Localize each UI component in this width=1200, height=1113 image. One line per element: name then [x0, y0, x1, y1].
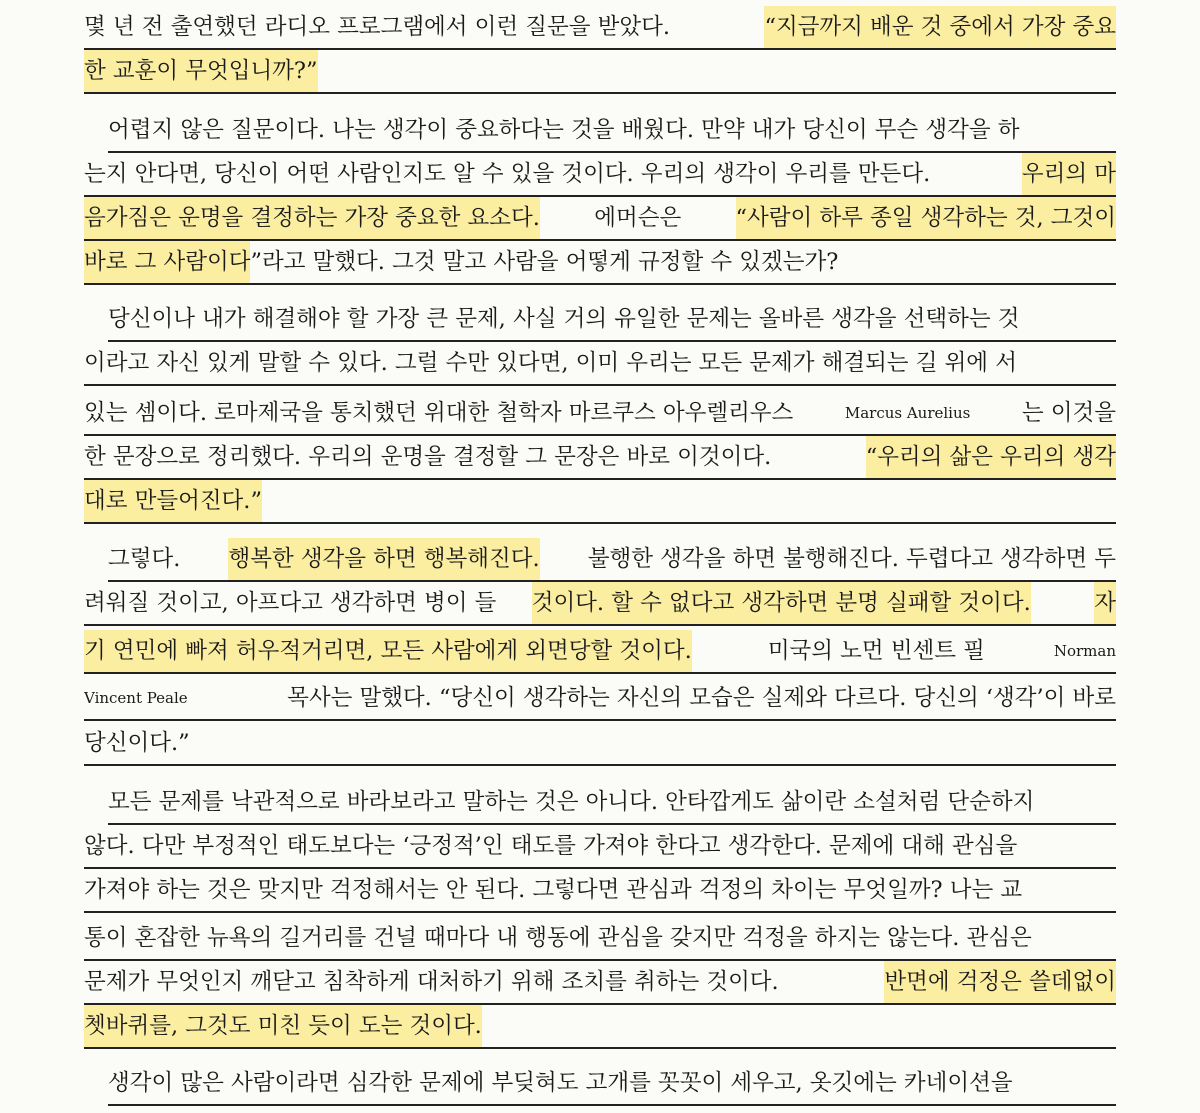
- text-segment: 려워질 것이고, 아프다고 생각하면 병이 들: [84, 590, 504, 616]
- text-segment: [1059, 582, 1066, 625]
- text-segment: 당신이다.”: [84, 730, 190, 756]
- text-segment: 통이 혼잡한 뉴욕의 길거리를 건널 때마다 내 행동에 관심을 갖지만 걱정을 하지는 않는다. 관심은: [84, 925, 1032, 951]
- latin-name: Vincent Peale: [84, 689, 188, 707]
- text-segment: 있는 셈이다. 로마제국을 통치했던 위대한 철학자 마르쿠스 아우렐리우스: [84, 400, 794, 426]
- text-segment: 한 문장으로 정리했다. 우리의 운명을 결정할 그 문장은 바로 이것이다.: [84, 444, 779, 470]
- highlighted-text: “지금까지 배운 것 중에서 가장 중요: [764, 6, 1116, 49]
- text-line: [84, 825, 1116, 869]
- text-segment: 미국의 노먼 빈센트 필: [760, 638, 985, 664]
- text-segment: ”라고 말했다. 그것 말고 사람을 어떻게 규정할 수 있겠는가?: [250, 249, 839, 275]
- text-line: [84, 6, 1116, 50]
- highlighted-text: 기 연민에 빠져 허우적거리면, 모든 사람에게 외면당할 것이다.: [84, 630, 692, 673]
- text-segment: 어렵지 않은 질문이다. 나는 생각이 중요하다는 것을 배웠다. 만약 내가 당신이 무슨 생각을 하: [108, 117, 1020, 143]
- text-line: [84, 677, 1116, 721]
- text-segment: 않다. 다만 부정적인 태도보다는 ‘긍정적’인 태도를 가져야 한다고 생각한다. 문제에 대해 관심을: [84, 833, 1018, 859]
- text-line: [84, 436, 1116, 480]
- highlighted-text: “사람이 하루 종일 생각하는 것, 그것이: [736, 197, 1116, 240]
- text-segment: 목사는 말했다. “당신이 생각하는 자신의 모습은 실제와 다르다. 당신의 ‘생각’이 바로: [287, 685, 1116, 711]
- text-segment: 몇 년 전 출연했던 라디오 프로그램에서 이런 질문을 받았다.: [84, 14, 678, 40]
- text-line: [84, 241, 1116, 285]
- text-line: [84, 1005, 1116, 1049]
- text-segment: 는지 안다면, 당신이 어떤 사람인지도 알 수 있을 것이다. 우리의 생각이 우리를 만든다.: [84, 161, 938, 187]
- text-segment: 문제가 무엇인지 깨닫고 침착하게 대처하기 위해 조치를 취하는 것이다.: [84, 969, 786, 995]
- text-line: [84, 582, 1116, 626]
- text-segment: 당신이나 내가 해결해야 할 가장 큰 문제, 사실 거의 유일한 문제는 올바른 생각을 선택하는 것: [108, 306, 1020, 332]
- text-segment: 모든 문제를 낙관적으로 바라보라고 말하는 것은 아니다. 안타깝게도 삶이란 소설처럼 단순하지: [108, 789, 1035, 815]
- text-segment: 가져야 하는 것은 맞지만 걱정해서는 안 된다. 그렇다면 관심과 걱정의 차이는 무엇일까? 나는 교: [84, 877, 1023, 903]
- text-line: [84, 342, 1116, 386]
- highlighted-text: 한 교훈이 무엇입니까?”: [84, 50, 318, 93]
- text-line: [108, 298, 1116, 342]
- highlighted-text: 행복한 생각을 하면 행복해진다.: [228, 538, 539, 581]
- highlighted-text: 반면에 걱정은 쓸데없이: [884, 961, 1116, 1004]
- text-line: [84, 961, 1116, 1005]
- text-line: [108, 1062, 1116, 1106]
- text-line: [84, 869, 1116, 913]
- text-segment: 는 이것을: [1021, 400, 1116, 426]
- latin-name: Norman: [1053, 642, 1116, 660]
- text-line: [84, 722, 1116, 766]
- text-line: [84, 392, 1116, 436]
- latin-name: Marcus Aurelius: [844, 404, 971, 422]
- text-line: [108, 538, 1116, 582]
- text-line: [108, 781, 1116, 825]
- text-segment: 그렇다.: [108, 546, 188, 572]
- highlighted-text: 대로 만들어진다.”: [84, 480, 262, 523]
- text-segment: 생각이 많은 사람이라면 심각한 문제에 부딪혀도 고개를 꼿꼿이 세우고, 옷깃에는 카네이션을: [108, 1070, 1013, 1096]
- highlighted-text: “우리의 삶은 우리의 생각: [866, 436, 1116, 479]
- text-line: [84, 197, 1116, 241]
- text-line: [84, 630, 1116, 674]
- highlighted-text: 바로 그 사람이다: [84, 241, 250, 284]
- highlighted-text: 자: [1094, 582, 1116, 625]
- highlighted-text: 우리의 마: [1022, 153, 1116, 196]
- highlighted-text: 음가짐은 운명을 결정하는 가장 중요한 요소다.: [84, 197, 540, 240]
- text-segment: 불행한 생각을 하면 불행해진다. 두렵다고 생각하면 두: [580, 546, 1116, 572]
- text-line: [84, 917, 1116, 961]
- highlighted-text: 쳇바퀴를, 그것도 미친 듯이 도는 것이다.: [84, 1005, 482, 1048]
- text-line: [84, 153, 1116, 197]
- highlighted-text: 것이다. 할 수 없다고 생각하면 분명 실패할 것이다.: [532, 582, 1031, 625]
- text-line: [84, 480, 1116, 524]
- text-line: [108, 109, 1116, 153]
- text-segment: 이라고 자신 있게 말할 수 있다. 그럴 수만 있다면, 이미 우리는 모든 문제가 해결되는 길 위에 서: [84, 350, 1017, 376]
- text-line: [84, 50, 1116, 94]
- text-segment: 에머슨은: [587, 205, 689, 231]
